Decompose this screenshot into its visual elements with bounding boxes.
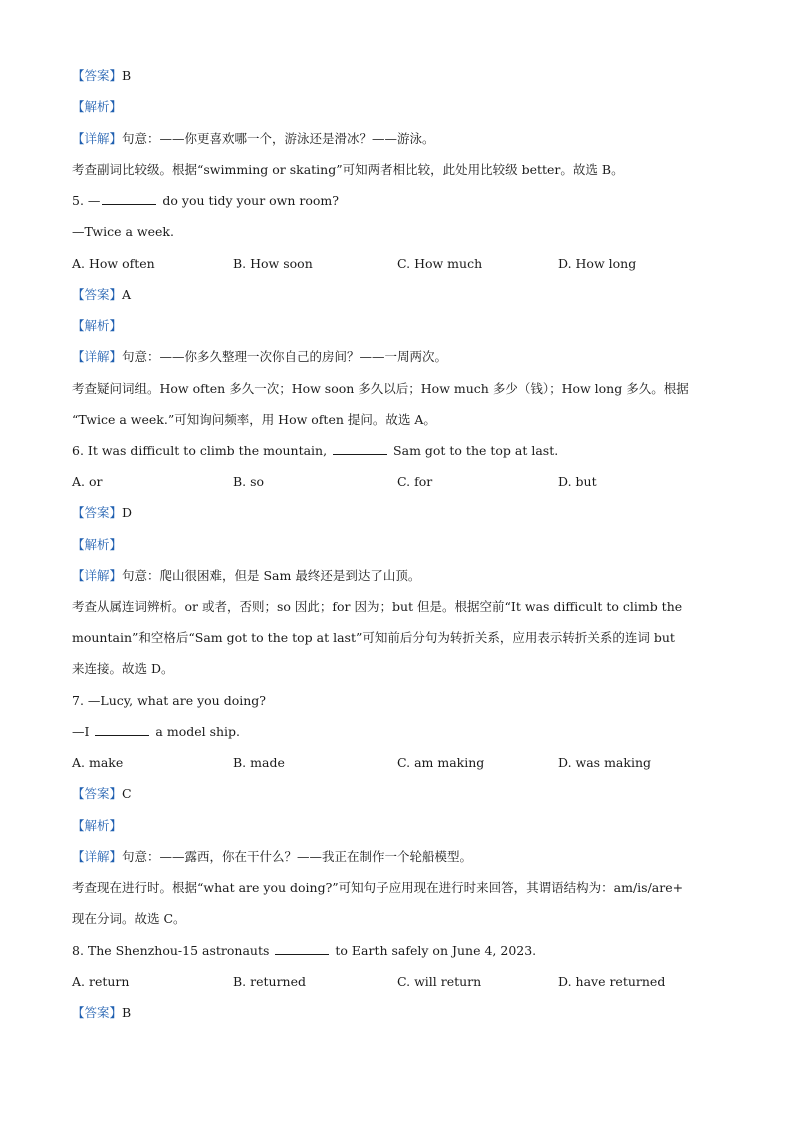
option-a: A. make <box>72 755 124 770</box>
detail-text: 句意：——露西，你在干什么？——我正在制作一个轮船模型。 <box>122 849 473 864</box>
option-d: D. but <box>558 474 597 489</box>
option-b: B. so <box>233 474 265 489</box>
option-d: D. How long <box>558 256 637 271</box>
analysis-tag: 【解析】 <box>72 818 123 833</box>
option-c: C. for <box>397 474 433 489</box>
answer-line <box>72 1004 732 1022</box>
option-c: C. will return <box>397 974 482 989</box>
explain-line: 考查副词比较级。根据“swimming or skating”可知两者相比较，此处用比较级 better。故选 B。 <box>72 162 624 177</box>
analysis-line <box>72 817 732 835</box>
analysis-line <box>72 317 732 335</box>
option-a: A. return <box>72 974 130 989</box>
option-b: B. made <box>233 755 285 770</box>
detail-line <box>72 348 732 366</box>
detail-text: 句意：——你多久整理一次你自己的房间？——一周两次。 <box>122 349 448 364</box>
answer-tag: 【答案】 <box>72 1005 123 1020</box>
option-c: C. How much <box>397 256 483 271</box>
explain-line: 来连接。故选 D。 <box>72 661 174 676</box>
stem-text: to Earth safely on June 4, 2023. <box>335 943 537 958</box>
option-d: D. have returned <box>558 974 666 989</box>
detail-tag: 【详解】 <box>72 131 123 146</box>
detail-tag: 【详解】 <box>72 568 123 583</box>
option-b: B. returned <box>233 974 307 989</box>
question-6-stem <box>72 442 732 460</box>
analysis-tag: 【解析】 <box>72 318 123 333</box>
answer-line <box>72 286 732 304</box>
option-a: A. or <box>72 474 103 489</box>
stem-text: —I <box>72 724 90 739</box>
answer-tag: 【答案】 <box>72 287 123 302</box>
question-5-stem <box>72 192 732 210</box>
analysis-line <box>72 98 732 116</box>
stem-text: 6. It was difficult to climb the mountain, <box>72 443 328 458</box>
explain-line: 考查从属连词辨析。or 或者，否则；so 因此；for 因为；but 但是。根据空前“It was difficult to climb the <box>72 599 683 614</box>
stem-text: a model ship. <box>155 724 241 739</box>
detail-text: 句意：爬山很困难，但是 Sam 最终还是到达了山顶。 <box>122 568 421 583</box>
answer-tag: 【答案】 <box>72 505 123 520</box>
answer-tag: 【答案】 <box>72 68 123 83</box>
detail-line <box>72 848 732 866</box>
option-c: C. am making <box>397 755 485 770</box>
explain-line: 现在分词。故选 C。 <box>72 911 186 926</box>
explain-line: 考查疑问词组。How often 多久一次；How soon 多久以后；How much 多少（钱）；How long 多久。根据 <box>72 381 689 396</box>
stem-text: do you tidy your own room? <box>162 193 339 208</box>
answer-line <box>72 67 732 85</box>
stem-text: Sam got to the top at last. <box>393 443 559 458</box>
question-5-reply: —Twice a week. <box>72 224 174 239</box>
answer-line <box>72 785 732 803</box>
answer-line <box>72 504 732 522</box>
detail-line <box>72 130 732 148</box>
answer-value: D <box>122 505 133 520</box>
explain-line: mountain”和空格后“Sam got to the top at last”可知前后分句为转折关系，应用表示转折关系的连词 but <box>72 630 675 645</box>
answer-value: C <box>122 786 132 801</box>
answer-blank <box>333 442 387 455</box>
question-number: 5. — <box>72 193 101 208</box>
answer-tag: 【答案】 <box>72 786 123 801</box>
explain-line: “Twice a week.”可知询问频率，用 How often 提问。故选 A。 <box>72 412 436 427</box>
option-d: D. was making <box>558 755 651 770</box>
answer-blank <box>275 942 329 955</box>
answer-value: B <box>122 68 132 83</box>
detail-line <box>72 567 732 585</box>
option-a: A. How often <box>72 256 155 271</box>
explain-line: 考查现在进行时。根据“what are you doing?”可知句子应用现在进行时来回答，其谓语结构为：am/is/are+ <box>72 880 684 895</box>
answer-value: A <box>122 287 132 302</box>
answer-blank <box>95 723 149 736</box>
analysis-tag: 【解析】 <box>72 537 123 552</box>
option-b: B. How soon <box>233 256 313 271</box>
question-8-stem <box>72 942 732 960</box>
answer-value: B <box>122 1005 132 1020</box>
analysis-tag: 【解析】 <box>72 99 123 114</box>
stem-text: 8. The Shenzhou-15 astronauts <box>72 943 270 958</box>
answer-blank <box>102 192 156 205</box>
question-7-stem: 7. —Lucy, what are you doing? <box>72 693 266 708</box>
detail-tag: 【详解】 <box>72 349 123 364</box>
detail-tag: 【详解】 <box>72 849 123 864</box>
detail-text: 句意：——你更喜欢哪一个，游泳还是滑冰？——游泳。 <box>122 131 435 146</box>
analysis-line <box>72 536 732 554</box>
question-7-reply <box>72 723 732 741</box>
